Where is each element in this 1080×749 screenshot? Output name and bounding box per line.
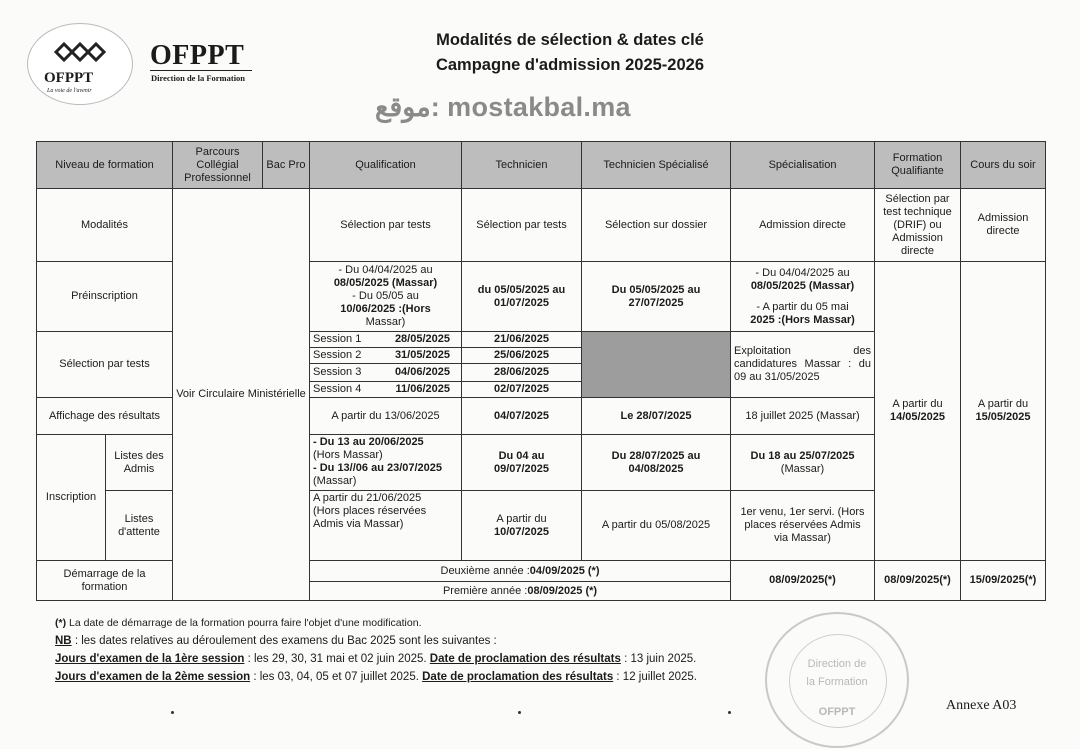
attente-technicien: A partir du 10/07/2025	[461, 490, 582, 561]
preinscription-specialisation: - Du 04/04/2025 au 08/05/2025 (Massar) - A partir du 05 mai 2025 :(Hors Massar)	[730, 261, 875, 332]
admis-technicien: Du 04 au 09/07/2025	[461, 434, 582, 491]
demarrage-cs: 15/09/2025(*)	[960, 560, 1046, 601]
scan-dot	[171, 711, 174, 714]
header-specialisation: Spécialisation	[730, 141, 875, 189]
affichage-qualification: A partir du 13/06/2025	[309, 397, 462, 435]
selection-ts-shaded	[581, 331, 731, 398]
admis-ts: Du 28/07/2025 au 04/08/2025	[581, 434, 731, 491]
note-asterisk: (*) La date de démarrage de la formation pourra faire l'objet d'une modification.	[55, 617, 422, 629]
cs-date: A partir du 15/05/2025	[960, 261, 1046, 561]
page-title: Modalités de sélection & dates clé	[436, 31, 704, 49]
logo-name: OFPPT	[44, 70, 94, 86]
session-4-qualification: Session 4 11/06/2025	[309, 381, 462, 398]
session-2-qualification: Session 2 31/05/2025	[309, 347, 462, 364]
note-session-1: Jours d'examen de la 1ère session : les 29, 30, 31 mai et 02 juin 2025. Date de proclamation des résultats : 13 juin 2025.	[55, 653, 697, 665]
row-label-listes-admis: Listes des Admis	[105, 434, 173, 491]
preinscription-ts: Du 05/05/2025 au 27/07/2025	[581, 261, 731, 332]
demarrage-fq: 08/09/2025(*)	[874, 560, 961, 601]
modalites-ts: Sélection sur dossier	[581, 188, 731, 262]
row-label-selection: Sélection par tests	[36, 331, 173, 398]
brand-underline	[150, 70, 252, 71]
session-2-technicien: 25/06/2025	[461, 347, 582, 364]
affichage-specialisation: 18 juillet 2025 (Massar)	[730, 397, 875, 435]
demarrage-premiere-annee: Première année : 08/09/2025 (*)	[309, 581, 731, 601]
attente-qualification: A partir du 21/06/2025 (Hors places réservées Admis via Massar)	[309, 490, 462, 561]
row-label-demarrage: Démarrage de la formation	[36, 560, 173, 601]
session-3-qualification: Session 3 04/06/2025	[309, 363, 462, 382]
annexe-label: Annexe A03	[946, 698, 1017, 713]
demarrage-deuxieme-annee: Deuxième année : 04/09/2025 (*)	[309, 560, 731, 582]
logo-emblem-icon	[28, 24, 132, 74]
header-technicien-specialise: Technicien Spécialisé	[581, 141, 731, 189]
modalites-cs: Admission directe	[960, 188, 1046, 262]
header-niveau: Niveau de formation	[36, 141, 173, 189]
header-formation-qualifiante: Formation Qualifiante	[874, 141, 961, 189]
header-qualification: Qualification	[309, 141, 462, 189]
demarrage-specialisation: 08/09/2025(*)	[730, 560, 875, 601]
note-session-2: Jours d'examen de la 2ème session : les 03, 04, 05 et 07 juillet 2025. Date de proclamation des résultats : 12 juillet 2025.	[55, 671, 697, 683]
modalites-qualification: Sélection par tests	[309, 188, 462, 262]
affichage-technicien: 04/07/2025	[461, 397, 582, 435]
header-technicien: Technicien	[461, 141, 582, 189]
row-label-listes-attente: Listes d'attente	[105, 490, 173, 561]
modalites-specialisation: Admission directe	[730, 188, 875, 262]
attente-ts: A partir du 05/08/2025	[581, 490, 731, 561]
brand-name: OFPPT	[150, 40, 245, 71]
page-subtitle: Campagne d'admission 2025-2026	[435, 56, 705, 74]
header-cours-du-soir: Cours du soir	[960, 141, 1046, 189]
session-1-technicien: 21/06/2025	[461, 331, 582, 348]
preinscription-qualification: - Du 04/04/2025 au 08/05/2025 (Massar) - Du 05/05 au 10/06/2025 :(Hors Massar)	[309, 261, 462, 332]
session-1-qualification: Session 1 28/05/2025	[309, 331, 462, 348]
header-bacpro: Bac Pro	[262, 141, 310, 189]
session-4-technicien: 02/07/2025	[461, 381, 582, 398]
parcours-bacpro-note: Voir Circulaire Ministérielle	[172, 188, 310, 601]
footnotes	[55, 614, 697, 686]
preinscription-technicien: du 05/05/2025 au 01/07/2025	[461, 261, 582, 332]
scan-dot	[518, 711, 521, 714]
header-parcours: Parcours Collégial Professionnel	[172, 141, 263, 189]
official-stamp: Direction de la Formation OFPPT	[765, 612, 909, 748]
row-label-inscription: Inscription	[36, 434, 106, 561]
attente-specialisation: 1er venu, 1er servi. (Hors places réservées Admis via Massar)	[730, 490, 875, 561]
selection-specialisation: Exploitation des candidatures Massar : du 09 au 31/05/2025	[730, 331, 875, 398]
row-label-affichage: Affichage des résultats	[36, 397, 173, 435]
admis-qualification: - Du 13 au 20/06/2025 (Hors Massar) - Du 13//06 au 23/07/2025 (Massar)	[309, 434, 462, 491]
row-label-preinscription: Préinscription	[36, 261, 173, 332]
note-nb: NB : les dates relatives au déroulement des examens du Bac 2025 sont les suivantes :	[55, 635, 497, 647]
affichage-ts: Le 28/07/2025	[581, 397, 731, 435]
admis-specialisation: Du 18 au 25/07/2025 (Massar)	[730, 434, 875, 491]
modalites-technicien: Sélection par tests	[461, 188, 582, 262]
session-3-technicien: 28/06/2025	[461, 363, 582, 382]
fq-date: A partir du 14/05/2025	[874, 261, 961, 561]
logo-motto: La voie de l'avenir	[47, 88, 92, 94]
modalites-fq: Sélection par test technique (DRIF) ou Admission directe	[874, 188, 961, 262]
row-label-modalites: Modalités	[36, 188, 173, 262]
admission-table	[36, 141, 1046, 601]
site-watermark: موقع: mostakbal.ma	[375, 92, 631, 122]
scan-dot	[728, 711, 731, 714]
brand-subtitle: Direction de la Formation	[151, 73, 246, 83]
